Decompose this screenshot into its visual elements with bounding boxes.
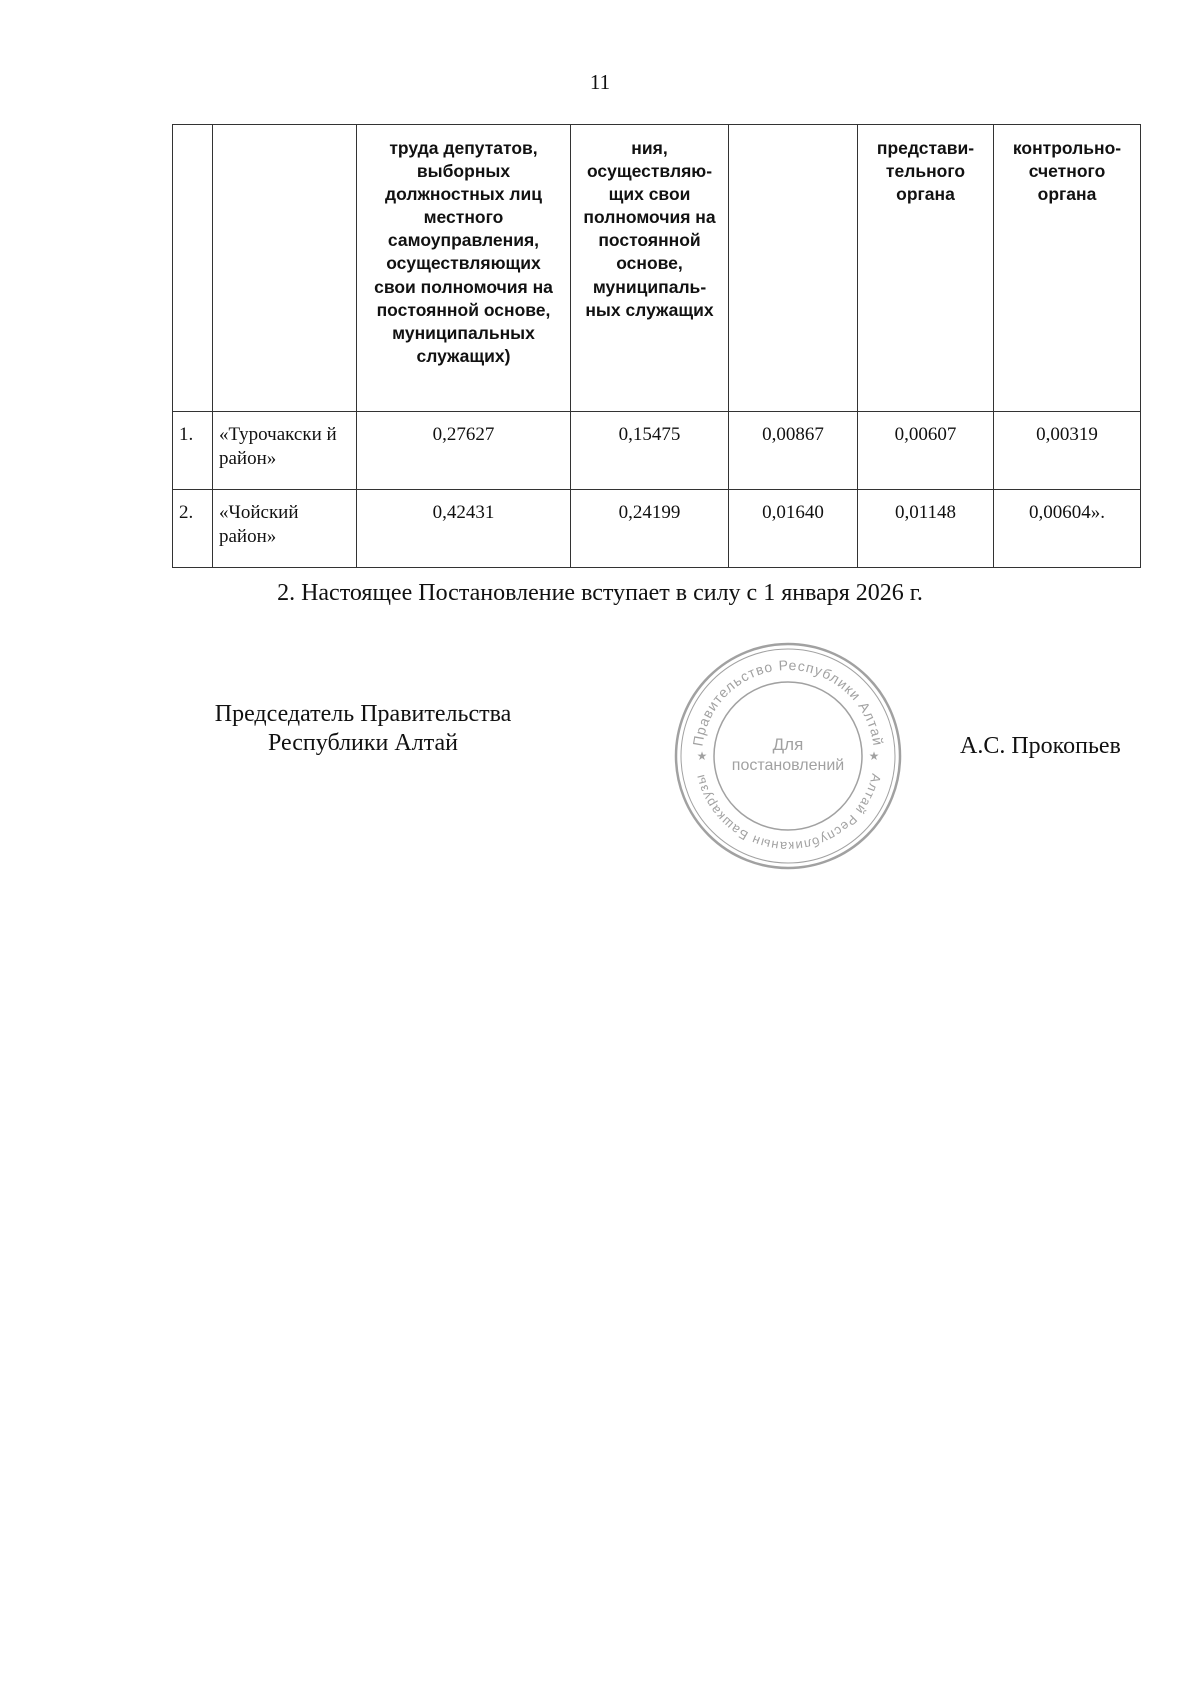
- district-name: «Турочакски й район»: [213, 412, 357, 490]
- table-cell: 0,00604».: [994, 490, 1141, 568]
- table-header-row: [173, 125, 1141, 412]
- district-name: «Чойский район»: [213, 490, 357, 568]
- table-cell: 0,00607: [858, 412, 994, 490]
- table-cell: 0,15475: [571, 412, 729, 490]
- header-cell-name: [213, 125, 357, 412]
- header-cell-empty: [729, 125, 858, 412]
- svg-text:Алтай Республиканын Башкарузы: [692, 772, 884, 854]
- stamp-text-bottom: Алтай Республиканын Башкарузы: [691, 772, 885, 855]
- table-cell: 0,01640: [729, 490, 858, 568]
- stamp-inner-ring: [681, 649, 895, 863]
- header-cell-labor: труда депутатов, выборных должностных лиц местного самоуправления, осуществляющих свои полномочия на постоянной основе, муниципальных служащих): [357, 125, 571, 412]
- table-row: [173, 412, 1141, 490]
- header-cell-representative: представи-тельного органа: [858, 125, 994, 412]
- signer-title-line1: Председатель Правительства: [214, 701, 512, 727]
- official-stamp-seal: [672, 640, 904, 872]
- row-number: 2.: [173, 490, 213, 568]
- header-cell-implementing: ния, осуществляю-щих свои полномочия на постоянной основе, муниципаль-ных служащих: [571, 125, 729, 412]
- stamp-center-line2: постановлений: [731, 757, 845, 774]
- stamp-graphic: [672, 640, 904, 872]
- table-row: [173, 490, 1141, 568]
- effective-date-clause: 2. Настоящее Постановление вступает в силу с 1 января 2026 г.: [277, 580, 923, 606]
- table-cell: 0,24199: [571, 490, 729, 568]
- page-number: 11: [589, 70, 611, 94]
- stamp-center-ring: [714, 682, 862, 830]
- table-cell: 0,42431: [357, 490, 571, 568]
- header-cell-num: [173, 125, 213, 412]
- header-cell-audit: контрольно-счетного органа: [994, 125, 1141, 412]
- star-icon: ★: [868, 749, 880, 763]
- stamp-text-top: Правительство Республики Алтай: [689, 656, 887, 748]
- star-icon: ★: [696, 749, 708, 763]
- stamp-center-line1: Для: [772, 735, 804, 754]
- signer-name: А.С. Прокопьев: [960, 733, 1121, 759]
- coefficients-table: [172, 124, 1141, 568]
- table-cell: 0,27627: [357, 412, 571, 490]
- table-cell: 0,01148: [858, 490, 994, 568]
- svg-text:Правительство Республики Алтай: [690, 657, 887, 747]
- signer-title: [178, 700, 548, 759]
- stamp-outer-ring: [676, 644, 900, 868]
- table-cell: 0,00867: [729, 412, 858, 490]
- signer-title-line2: Республики Алтай: [268, 730, 458, 757]
- row-number: 1.: [173, 412, 213, 490]
- table-cell: 0,00319: [994, 412, 1141, 490]
